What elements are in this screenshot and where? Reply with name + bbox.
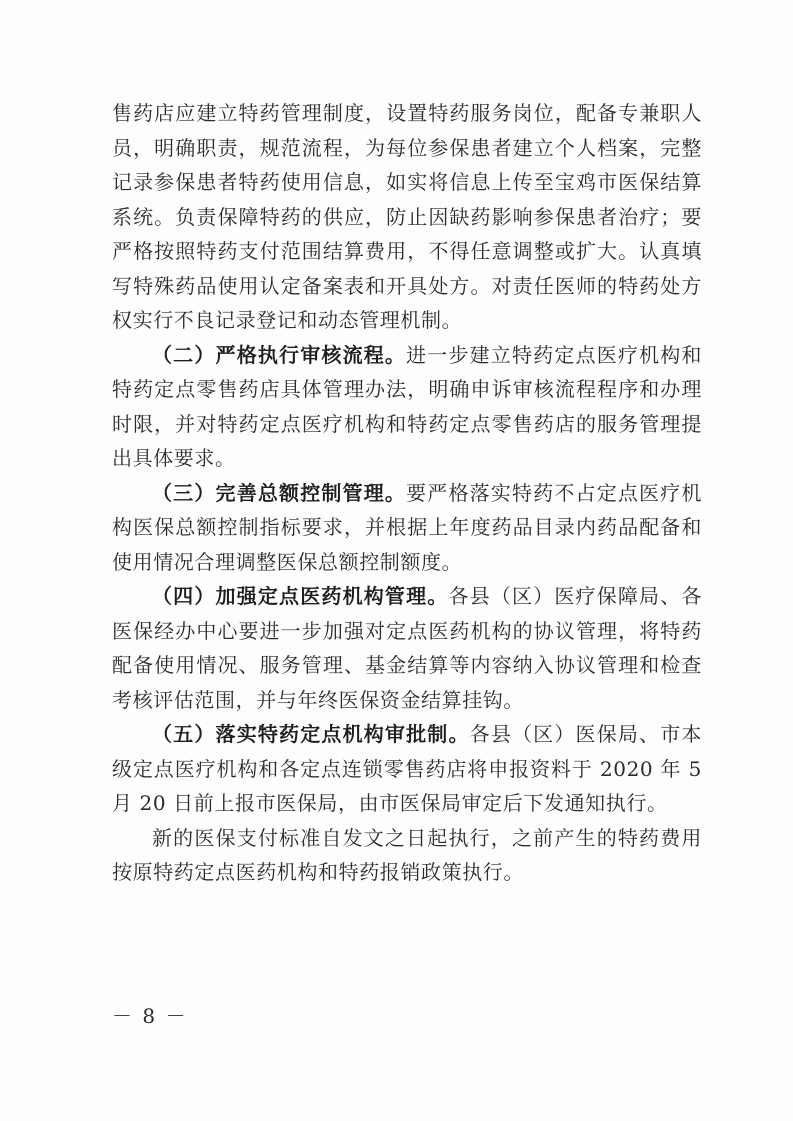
section-heading: （三）完善总额控制管理。 [152,480,407,505]
paragraph-section-4 [112,579,702,717]
document-body [112,96,702,890]
paragraph-text: 售药店应建立特药管理制度，设置特药服务岗位，配备专兼职人员，明确职责，规范流程，为每位参保患者建立个人档案，完整记录参保患者特药使用信息，如实将信息上传至宝鸡市医保结算系统。负责保障特药的供应，防止因缺药影响参保患者治疗；要严格按照特药支付范围结算费用，不得任意调整或扩大。认真填写特殊药品使用认定备案表和开具处方。对责任医师的特药处方权实行不良记录登记和动态管理机制。 [112,101,702,332]
paragraph-closing [112,821,702,890]
paragraph-text: 进一步建立特药定点医疗机构和特药定点零售药店具体管理办法，明确申诉审核流程程序和办理时限，并对特药定点医疗机构和特药定点零售药店的服务管理提出具体要求。 [112,342,702,470]
section-heading: （五）落实特药定点机构审批制。 [152,722,470,746]
paragraph-section-3 [112,476,702,580]
paragraph-section-2 [112,338,702,476]
paragraph-text: 各县（区）医保局、市本级定点医疗机构和各定点连锁零售药店将申报资料于 2020 年 5 月 20 日前上报市医保局，由市医保局审定后下发通知执行。 [112,722,702,815]
paragraph-continued [112,96,702,338]
paragraph-text: 新的医保支付标准自发文之日起执行，之前产生的特药费用按原特药定点医药机构和特药报销政策执行。 [112,825,702,884]
paragraph-section-5 [112,717,702,821]
section-heading: （四）加强定点医药机构管理。 [152,584,449,608]
page-number: － 8 － [112,1004,188,1028]
paragraph-text: 各县（区）医疗保障局、各医保经办中心要进一步加强对定点医药机构的协议管理，将特药配备使用情况、服务管理、基金结算等内容纳入协议管理和检查考核评估范围，并与年终医保资金结算挂钩。 [112,584,703,712]
paragraph-text: 要严格落实特药不占定点医疗机构医保总额控制指标要求，并根据上年度药品目录内药品配备和使用情况合理调整医保总额控制额度。 [112,480,702,574]
section-heading: （二）严格执行审核流程。 [152,342,407,367]
